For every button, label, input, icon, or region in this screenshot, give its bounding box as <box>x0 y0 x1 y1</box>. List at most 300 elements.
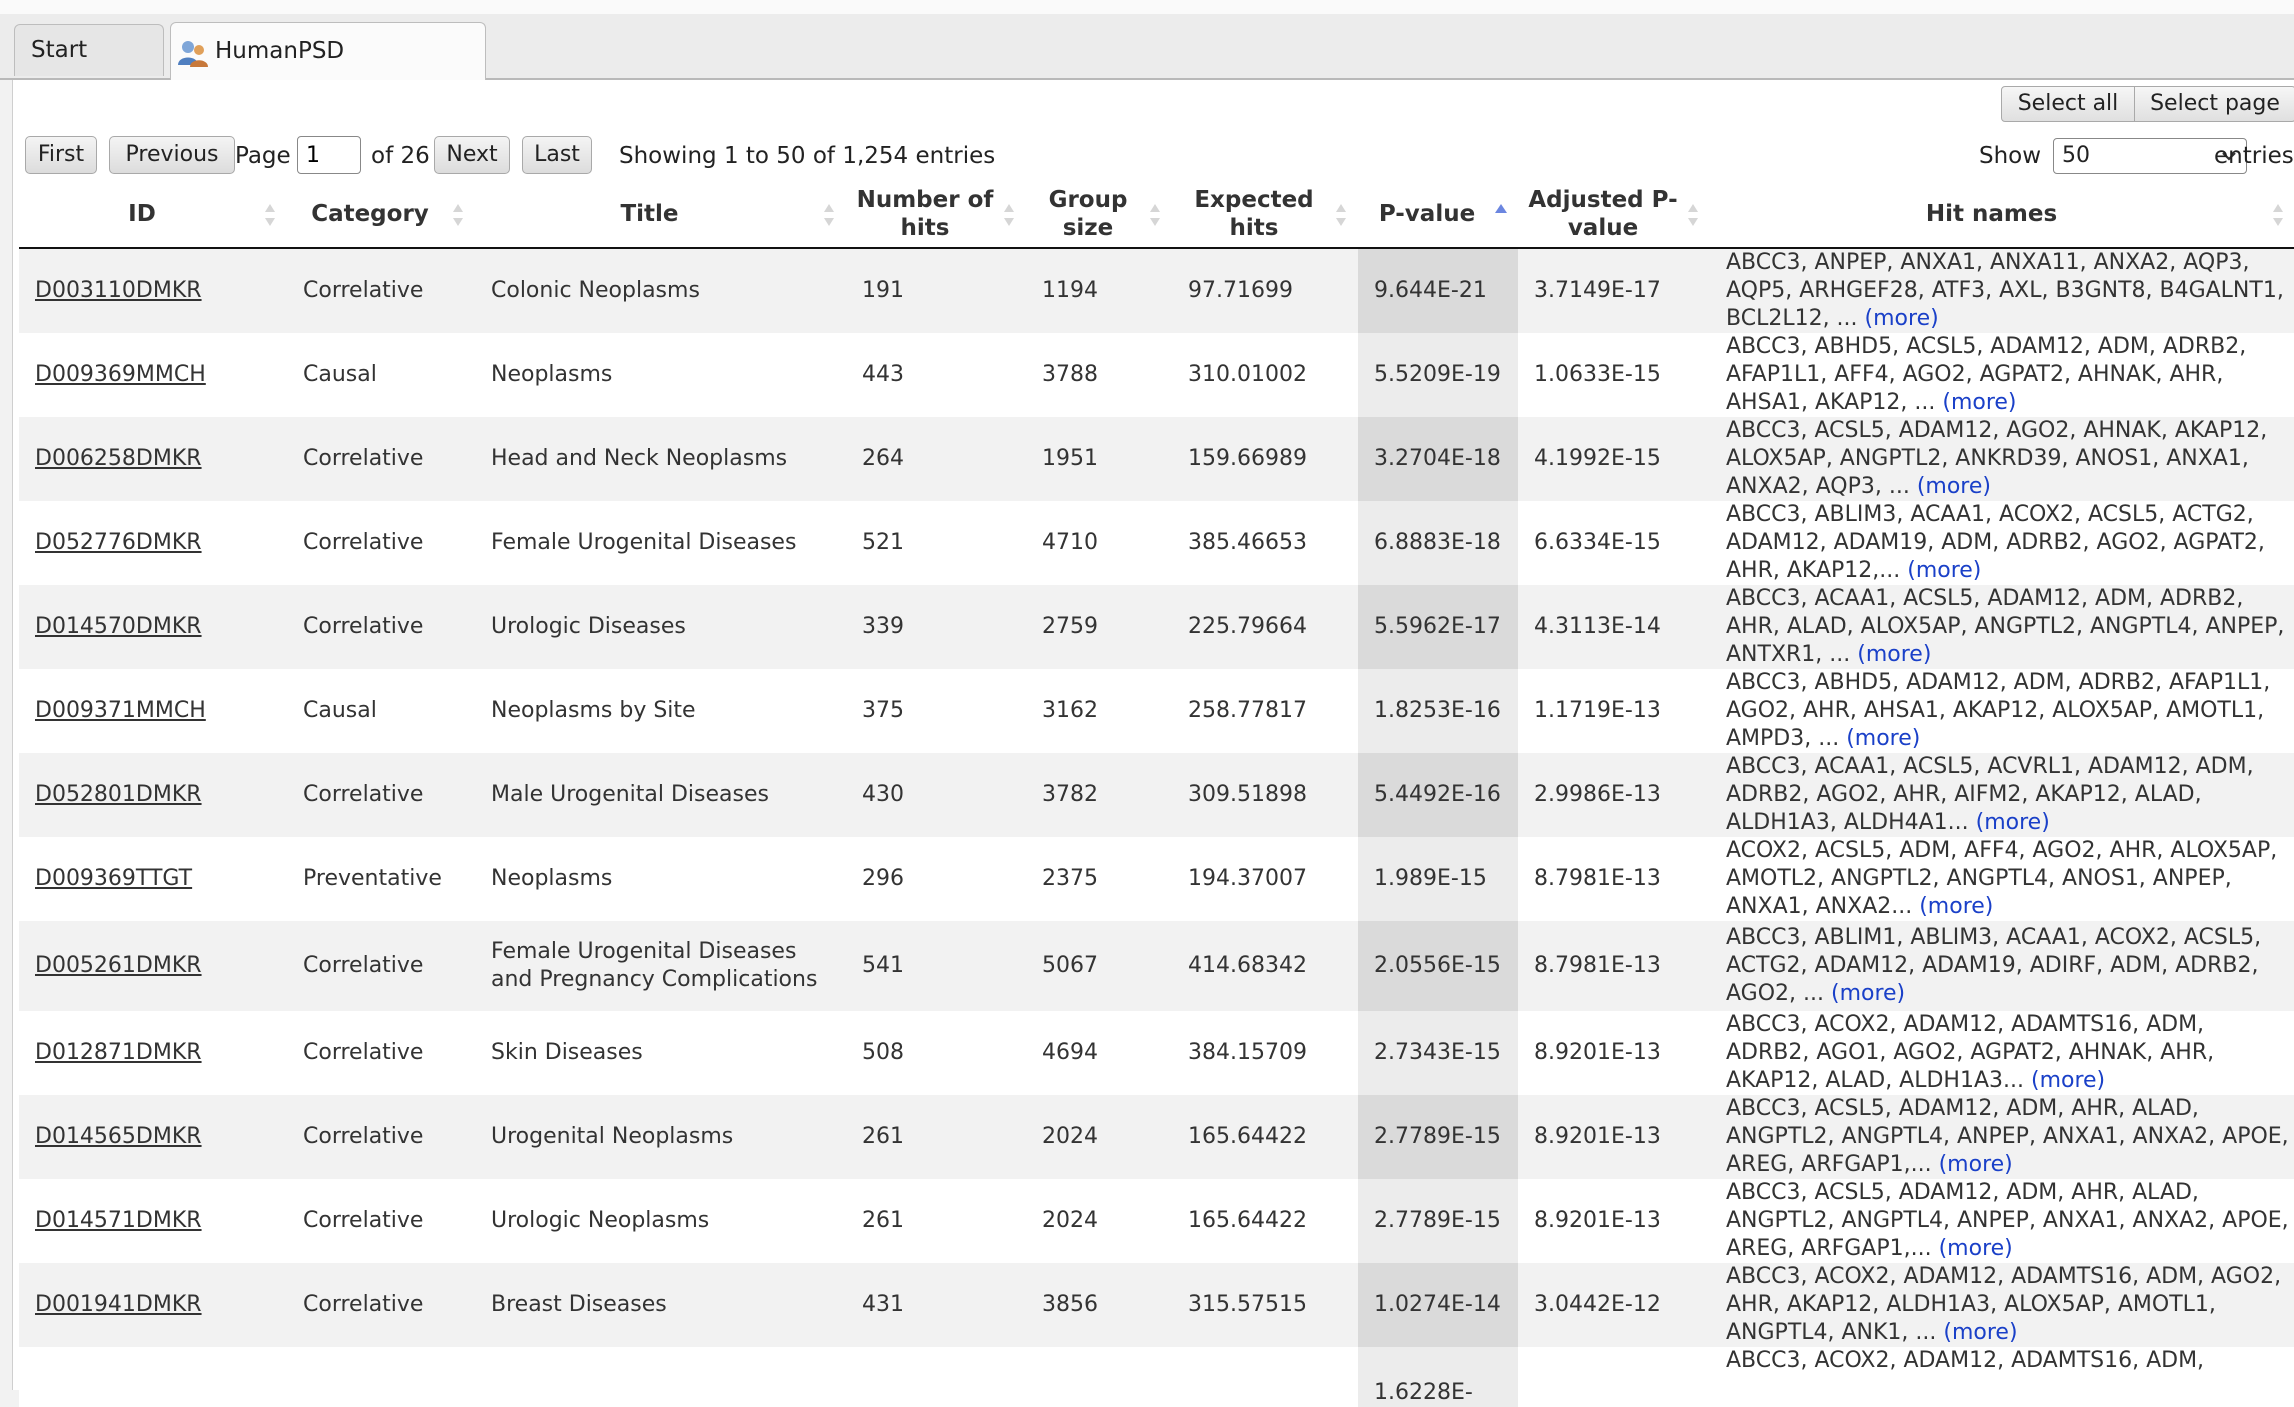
cell-group <box>1026 1179 1172 1263</box>
cell-title-text: Urologic Diseases <box>491 614 686 639</box>
cell-hits <box>846 501 1026 585</box>
hit-names-text: ABCC3, ACOX2, ADAM12, ADAMTS16, ADM, <box>1726 1348 2205 1373</box>
cell-expected-text: 194.37007 <box>1188 866 1307 891</box>
page-count-label: of 26 <box>371 143 430 169</box>
cell-category-text: Correlative <box>303 1124 424 1149</box>
cell-adj-text: 3.7149E-17 <box>1534 278 1661 303</box>
row-id-link[interactable]: D006258DMKR <box>35 446 202 471</box>
cell-expected-text: 165.64422 <box>1188 1208 1307 1233</box>
cell-hits-text: 443 <box>862 362 904 387</box>
row-id-link[interactable]: D012871DMKR <box>35 1040 202 1065</box>
cell-hits-text: 261 <box>862 1124 904 1149</box>
row-id-link[interactable]: D003110DMKR <box>35 278 202 303</box>
cell-title <box>475 1095 846 1179</box>
cell-adj-text: 8.7981E-13 <box>1534 866 1661 891</box>
cell-title <box>475 248 846 333</box>
cell-pvalue-text: 5.5962E-17 <box>1374 614 1501 639</box>
table-row[interactable] <box>19 248 2294 333</box>
hit-names-text: ABCC3, ANPEP, ANXA1, ANXA11, ANXA2, AQP3, AQP5, ARHGEF28, ATF3, AXL, B3GNT8, B4GALNT1, BCL2L12, ... <box>1726 250 2284 331</box>
table-row[interactable] <box>19 1095 2294 1179</box>
cell-adj-text: 8.9201E-13 <box>1534 1208 1661 1233</box>
cell-category <box>287 1179 475 1263</box>
previous-page-button[interactable]: Previous <box>109 136 235 174</box>
cell-adj-text: 4.3113E-14 <box>1534 614 1661 639</box>
sort-icon <box>1148 202 1162 228</box>
cell-expected <box>1172 1263 1358 1347</box>
cell-expected-text: 310.01002 <box>1188 362 1307 387</box>
cell-pvalue <box>1358 753 1518 837</box>
cell-hits-text: 541 <box>862 953 904 978</box>
hit-names-text: ABCC3, ACSL5, ADAM12, ADM, AHR, ALAD, ANGPTL2, ANGPTL4, ANPEP, ANXA1, ANXA2, APOE, AREG, ARFGAP1,... <box>1726 1096 2289 1177</box>
window-top-strip <box>0 0 2294 15</box>
cell-adj <box>1518 417 1710 501</box>
cell-pvalue-text: 1.989E-15 <box>1374 866 1487 891</box>
column-header-label: Title <box>620 200 679 227</box>
cell-pvalue-text: 2.7789E-15 <box>1374 1124 1501 1149</box>
more-link[interactable]: (more) <box>1830 981 1906 1006</box>
cell-expected-text: 414.68342 <box>1188 953 1307 978</box>
cell-group <box>1026 248 1172 333</box>
cell-hits-text: 339 <box>862 614 904 639</box>
cell-group-text: 3162 <box>1042 698 1098 723</box>
column-header-names[interactable] <box>1710 180 2294 248</box>
hit-names-text: ABCC3, ABHD5, ACSL5, ADAM12, ADM, ADRB2, AFAP1L1, AFF4, AGO2, AGPAT2, AHNAK, AHR, AHSA1, AKAP12, ... <box>1726 334 2247 415</box>
cell-id <box>19 248 287 333</box>
cell-id <box>19 1011 287 1095</box>
table-row[interactable] <box>19 1179 2294 1263</box>
cell-hits-text: 521 <box>862 530 904 555</box>
more-link[interactable]: (more) <box>1919 894 1994 919</box>
cell-hit-names <box>1710 1095 2294 1179</box>
cell-group-text: 5067 <box>1042 953 1098 978</box>
cell-category <box>287 921 475 1011</box>
cell-group <box>1026 1347 1172 1407</box>
cell-hits <box>846 753 1026 837</box>
cell-group-text: 1951 <box>1042 446 1098 471</box>
cell-category-text: Correlative <box>303 1040 424 1065</box>
column-header-category[interactable] <box>287 180 475 248</box>
cell-hits-text: 430 <box>862 782 904 807</box>
table-row[interactable] <box>19 1011 2294 1095</box>
cell-group-text: 2024 <box>1042 1208 1098 1233</box>
cell-hits <box>846 417 1026 501</box>
cell-pvalue <box>1358 501 1518 585</box>
row-id-link[interactable]: D009369MMCH <box>35 362 206 387</box>
cell-title <box>475 837 846 921</box>
cell-hit-names <box>1710 585 2294 669</box>
row-id-link[interactable]: D052801DMKR <box>35 782 202 807</box>
hit-names-text: ABCC3, ACOX2, ADAM12, ADAMTS16, ADM, ADRB2, AGO1, AGO2, AGPAT2, AHNAK, AHR, AKAP12, ALAD, ALDH1A3... <box>1726 1012 2215 1093</box>
row-id-link[interactable]: D005261DMKR <box>35 953 202 978</box>
cell-pvalue-text: 2.7789E-15 <box>1374 1208 1501 1233</box>
select-all-button[interactable]: Select all <box>2001 86 2135 122</box>
cell-pvalue <box>1358 669 1518 753</box>
cell-expected <box>1172 333 1358 417</box>
cell-title <box>475 921 846 1011</box>
cell-pvalue-text: 9.644E-21 <box>1374 278 1487 303</box>
cell-group-text: 3788 <box>1042 362 1098 387</box>
more-link[interactable]: (more) <box>1916 474 1991 499</box>
sort-icon <box>822 202 836 228</box>
cell-pvalue-text: 1.6228E- <box>1374 1380 1473 1405</box>
cell-hits <box>846 669 1026 753</box>
cell-pvalue <box>1358 1263 1518 1347</box>
cell-category-text: Correlative <box>303 278 424 303</box>
column-header-pvalue[interactable] <box>1358 180 1518 248</box>
cell-pvalue-text: 1.8253E-16 <box>1374 698 1501 723</box>
row-id-link[interactable]: D014571DMKR <box>35 1208 202 1233</box>
cell-category-text: Correlative <box>303 446 424 471</box>
cell-pvalue-text: 3.2704E-18 <box>1374 446 1501 471</box>
hit-names-text: ABCC3, ACSL5, ADAM12, AGO2, AHNAK, AKAP12, ALOX5AP, ANGPTL2, ANKRD39, ANOS1, ANXA1, ANXA2, AQP3, ... <box>1726 418 2268 499</box>
cell-group <box>1026 1011 1172 1095</box>
cell-title-text: Skin Diseases <box>491 1040 643 1065</box>
more-link[interactable]: (more) <box>1975 810 2050 835</box>
cell-title <box>475 585 846 669</box>
column-header-adj[interactable] <box>1518 180 1710 248</box>
cell-adj <box>1518 669 1710 753</box>
results-panel <box>12 80 2294 1405</box>
cell-hits-text: 508 <box>862 1040 904 1065</box>
column-header-expected[interactable] <box>1172 180 1358 248</box>
cell-title <box>475 333 846 417</box>
cell-title <box>475 1011 846 1095</box>
cell-pvalue <box>1358 1347 1518 1407</box>
table-row[interactable] <box>19 921 2294 1011</box>
row-id-link[interactable]: D009369TTGT <box>35 866 193 891</box>
cell-adj-text: 1.1719E-13 <box>1534 698 1661 723</box>
select-page-button[interactable]: Select page <box>2134 86 2294 122</box>
column-header-label: Number of hits <box>856 186 994 241</box>
cell-id <box>19 585 287 669</box>
cell-group-text: 2759 <box>1042 614 1098 639</box>
cell-category <box>287 1095 475 1179</box>
cell-group-text: 4710 <box>1042 530 1098 555</box>
cell-title <box>475 1179 846 1263</box>
more-link[interactable]: (more) <box>1857 642 1932 667</box>
cell-hit-names <box>1710 417 2294 501</box>
cell-category <box>287 669 475 753</box>
cell-title-text: Colonic Neoplasms <box>491 278 700 303</box>
cell-hits <box>846 1095 1026 1179</box>
page-label: Page <box>235 143 291 169</box>
cell-expected-text: 165.64422 <box>1188 1124 1307 1149</box>
cell-pvalue <box>1358 585 1518 669</box>
hit-names-text: ABCC3, ABHD5, ADAM12, ADM, ADRB2, AFAP1L1, AGO2, AHR, AHSA1, AKAP12, ALOX5AP, AMOTL1, AMPD3, ... <box>1726 670 2271 751</box>
cell-id <box>19 837 287 921</box>
cell-group <box>1026 501 1172 585</box>
more-link[interactable]: (more) <box>2030 1068 2106 1093</box>
cell-title <box>475 501 846 585</box>
cell-adj-text: 8.9201E-13 <box>1534 1124 1661 1149</box>
cell-id <box>19 753 287 837</box>
cell-adj <box>1518 1095 1710 1179</box>
column-header-label: Adjusted P-value <box>1528 186 1678 241</box>
cell-category <box>287 1263 475 1347</box>
cell-group <box>1026 585 1172 669</box>
cell-title-text: Urologic Neoplasms <box>491 1208 710 1233</box>
cell-adj <box>1518 1347 1710 1407</box>
cell-title-text: Head and Neck Neoplasms <box>491 446 788 471</box>
cell-expected <box>1172 921 1358 1011</box>
cell-expected-text: 385.46653 <box>1188 530 1307 555</box>
cell-pvalue <box>1358 921 1518 1011</box>
cell-title <box>475 417 846 501</box>
cell-adj <box>1518 1179 1710 1263</box>
sort-icon <box>451 202 465 228</box>
hit-names-text: ABCC3, ABLIM3, ACAA1, ACOX2, ACSL5, ACTG2, ADAM12, ADAM19, ADM, ADRB2, AGO2, AGPAT2, AHR, AKAP12,... <box>1726 502 2265 583</box>
cell-category <box>287 1011 475 1095</box>
sort-icon <box>2271 202 2285 228</box>
cell-group <box>1026 837 1172 921</box>
cell-title-text: Neoplasms by Site <box>491 698 696 723</box>
cell-hits-text: 431 <box>862 1292 904 1317</box>
cell-adj-text: 3.0442E-12 <box>1534 1292 1661 1317</box>
next-page-button[interactable]: Next <box>434 136 510 174</box>
more-link[interactable]: (more) <box>1942 390 2017 415</box>
cell-hit-names <box>1710 501 2294 585</box>
cell-category-text: Correlative <box>303 1208 424 1233</box>
table-row[interactable] <box>19 669 2294 753</box>
sort-icon <box>1686 202 1700 228</box>
cell-hits <box>846 921 1026 1011</box>
cell-adj-text: 1.0633E-15 <box>1534 362 1661 387</box>
entries-label: entries <box>2214 143 2294 169</box>
sort-icon <box>1002 202 1016 228</box>
cell-group-text: 4694 <box>1042 1040 1098 1065</box>
cell-expected-text: 159.66989 <box>1188 446 1307 471</box>
cell-title-text: Urogenital Neoplasms <box>491 1124 734 1149</box>
table-row[interactable] <box>19 585 2294 669</box>
cell-category-text: Causal <box>303 698 377 723</box>
cell-pvalue <box>1358 837 1518 921</box>
cell-hits-text: 375 <box>862 698 904 723</box>
row-id-link[interactable]: D014565DMKR <box>35 1124 202 1149</box>
results-table <box>19 180 2294 1407</box>
last-page-button[interactable]: Last <box>522 136 592 174</box>
cell-id <box>19 669 287 753</box>
cell-category-text: Preventative <box>303 866 442 891</box>
cell-id <box>19 501 287 585</box>
table-row[interactable] <box>19 333 2294 417</box>
cell-category-text: Correlative <box>303 530 424 555</box>
cell-group-text: 1194 <box>1042 278 1098 303</box>
cell-adj <box>1518 921 1710 1011</box>
table-row[interactable] <box>19 417 2294 501</box>
cell-adj <box>1518 837 1710 921</box>
cell-title-text: Female Urogenital Diseases and Pregnancy Complications <box>491 939 818 992</box>
cell-category <box>287 753 475 837</box>
more-link[interactable]: (more) <box>1864 306 1939 331</box>
tab-humanpsd-disease[interactable] <box>170 22 486 80</box>
cell-group <box>1026 669 1172 753</box>
cell-id <box>19 417 287 501</box>
tab-label: Start <box>31 37 88 63</box>
cell-category-text: Causal <box>303 362 377 387</box>
cell-title-text: Female Urogenital Diseases <box>491 530 797 555</box>
cell-group <box>1026 333 1172 417</box>
cell-hit-names <box>1710 333 2294 417</box>
cell-category <box>287 333 475 417</box>
cell-hits-text: 191 <box>862 278 904 303</box>
cell-hit-names <box>1710 248 2294 333</box>
sort-icon <box>1334 202 1348 228</box>
tab-label: HumanPSD <box>215 38 345 64</box>
row-id-link[interactable]: D009371MMCH <box>35 698 206 723</box>
cell-group <box>1026 1095 1172 1179</box>
cell-hit-names <box>1710 1263 2294 1347</box>
table-row[interactable] <box>19 501 2294 585</box>
cell-hit-names <box>1710 1347 2294 1407</box>
cell-expected-text: 97.71699 <box>1188 278 1293 303</box>
cell-adj <box>1518 1011 1710 1095</box>
cell-id <box>19 1263 287 1347</box>
cell-id <box>19 333 287 417</box>
hit-names-text: ABCC3, ACSL5, ADAM12, ADM, AHR, ALAD, ANGPTL2, ANGPTL4, ANPEP, ANXA1, ANXA2, APOE, AREG, ARFGAP1,... <box>1726 1180 2289 1261</box>
hit-names-text: ABCC3, ACAA1, ACSL5, ADAM12, ADM, ADRB2, AHR, ALAD, ALOX5AP, ANGPTL2, ANGPTL4, ANPEP, ANTXR1, ... <box>1726 586 2285 667</box>
cell-group <box>1026 417 1172 501</box>
column-header-label: Hit names <box>1925 200 2058 227</box>
cell-hits <box>846 248 1026 333</box>
table-row[interactable] <box>19 753 2294 837</box>
more-link[interactable]: (more) <box>1846 726 1921 751</box>
column-header-label: Group size <box>1048 186 1128 241</box>
cell-pvalue <box>1358 1179 1518 1263</box>
cell-adj <box>1518 585 1710 669</box>
cell-adj-text: 6.6334E-15 <box>1534 530 1661 555</box>
cell-title-text: Male Urogenital Diseases <box>491 782 769 807</box>
cell-group-text: 3782 <box>1042 782 1098 807</box>
cell-pvalue <box>1358 1095 1518 1179</box>
cell-adj <box>1518 1263 1710 1347</box>
cell-expected <box>1172 1095 1358 1179</box>
cell-title-text: Breast Diseases <box>491 1292 667 1317</box>
table-row[interactable] <box>19 1263 2294 1347</box>
cell-category <box>287 501 475 585</box>
cell-expected <box>1172 669 1358 753</box>
cell-adj <box>1518 248 1710 333</box>
tab-start-page[interactable] <box>14 24 164 76</box>
page-number-input[interactable] <box>297 136 361 174</box>
cell-group <box>1026 1263 1172 1347</box>
cell-hit-names <box>1710 753 2294 837</box>
cell-hits-text: 296 <box>862 866 904 891</box>
column-header-hits[interactable] <box>846 180 1026 248</box>
cell-pvalue-text: 2.0556E-15 <box>1374 953 1501 978</box>
cell-category-text: Correlative <box>303 782 424 807</box>
cell-hits-text: 261 <box>862 1208 904 1233</box>
cell-hit-names <box>1710 921 2294 1011</box>
cell-adj-text: 8.9201E-13 <box>1534 1040 1661 1065</box>
cell-adj-text: 4.1992E-15 <box>1534 446 1661 471</box>
cell-expected-text: 258.77817 <box>1188 698 1307 723</box>
table-row[interactable] <box>19 837 2294 921</box>
row-id-link[interactable]: D001941DMKR <box>35 1292 202 1317</box>
cell-expected <box>1172 753 1358 837</box>
column-header-label: ID <box>128 200 156 227</box>
cell-expected-text: 384.15709 <box>1188 1040 1307 1065</box>
table-row[interactable] <box>19 1347 2294 1407</box>
sort-ascending-icon <box>1494 202 1508 228</box>
cell-category <box>287 248 475 333</box>
more-link[interactable]: (more) <box>1938 1236 2013 1261</box>
cell-category-text: Correlative <box>303 1292 424 1317</box>
column-header-group[interactable] <box>1026 180 1172 248</box>
cell-adj-text: 8.7981E-13 <box>1534 953 1661 978</box>
cell-expected-text: 309.51898 <box>1188 782 1307 807</box>
cell-id <box>19 1347 287 1407</box>
cell-pvalue-text: 2.7343E-15 <box>1374 1040 1501 1065</box>
cell-title <box>475 1347 846 1407</box>
cell-group-text: 2375 <box>1042 866 1098 891</box>
cell-adj <box>1518 501 1710 585</box>
cell-id <box>19 1179 287 1263</box>
table-body <box>19 248 2294 1407</box>
table-header-row <box>19 180 2294 248</box>
column-header-label: P-value <box>1378 200 1476 227</box>
cell-hits-text: 264 <box>862 446 904 471</box>
cell-expected <box>1172 1011 1358 1095</box>
cell-title-text: Neoplasms <box>491 362 613 387</box>
cell-expected <box>1172 585 1358 669</box>
cell-expected-text: 315.57515 <box>1188 1292 1307 1317</box>
more-link[interactable]: (more) <box>1938 1152 2013 1177</box>
cell-hits <box>846 1263 1026 1347</box>
cell-title <box>475 753 846 837</box>
column-header-label: Category <box>311 200 429 227</box>
cell-id <box>19 1095 287 1179</box>
cell-hits <box>846 585 1026 669</box>
hit-names-text: ABCC3, ACAA1, ACSL5, ACVRL1, ADAM12, ADM, ADRB2, AGO2, AHR, AIFM2, AKAP12, ALAD, ALDH1A3, ALDH4A1... <box>1726 754 2254 835</box>
showing-entries-text: Showing 1 to 50 of 1,254 entries <box>619 143 996 169</box>
row-id-link[interactable]: D014570DMKR <box>35 614 202 639</box>
column-header-id[interactable] <box>19 180 287 248</box>
cell-hits <box>846 1179 1026 1263</box>
cell-category-text: Correlative <box>303 614 424 639</box>
more-link[interactable]: (more) <box>1943 1320 2018 1345</box>
first-page-button[interactable]: First <box>25 136 97 174</box>
cell-expected-text: 225.79664 <box>1188 614 1307 639</box>
cell-hits <box>846 333 1026 417</box>
cell-adj <box>1518 333 1710 417</box>
cell-group <box>1026 921 1172 1011</box>
cell-hit-names <box>1710 837 2294 921</box>
cell-hit-names <box>1710 669 2294 753</box>
cell-pvalue <box>1358 417 1518 501</box>
cell-pvalue <box>1358 1011 1518 1095</box>
cell-pvalue-text: 6.8883E-18 <box>1374 530 1501 555</box>
cell-pvalue-text: 1.0274E-14 <box>1374 1292 1501 1317</box>
cell-hits <box>846 837 1026 921</box>
cell-expected <box>1172 248 1358 333</box>
hit-names-text: ACOX2, ACSL5, ADM, AFF4, AGO2, AHR, ALOX5AP, AMOTL2, ANGPTL2, ANGPTL4, ANOS1, ANPEP, ANXA1, ANXA2... <box>1726 838 2278 919</box>
cell-expected <box>1172 837 1358 921</box>
cell-id <box>19 921 287 1011</box>
users-icon <box>177 34 209 66</box>
cell-category <box>287 837 475 921</box>
column-header-title[interactable] <box>475 180 846 248</box>
row-id-link[interactable]: D052776DMKR <box>35 530 202 555</box>
cell-group-text: 3856 <box>1042 1292 1098 1317</box>
cell-hits <box>846 1347 1026 1407</box>
hit-names-text: ABCC3, ABLIM1, ABLIM3, ACAA1, ACOX2, ACSL5, ACTG2, ADAM12, ADAM19, ADIRF, ADM, ADRB2, AGO2, ... <box>1726 925 2262 1006</box>
cell-hits <box>846 1011 1026 1095</box>
column-header-label: Expected hits <box>1194 186 1314 241</box>
more-link[interactable]: (more) <box>1907 558 1982 583</box>
tab-bar <box>0 14 2294 80</box>
cell-category-text: Correlative <box>303 953 424 978</box>
cell-category <box>287 417 475 501</box>
